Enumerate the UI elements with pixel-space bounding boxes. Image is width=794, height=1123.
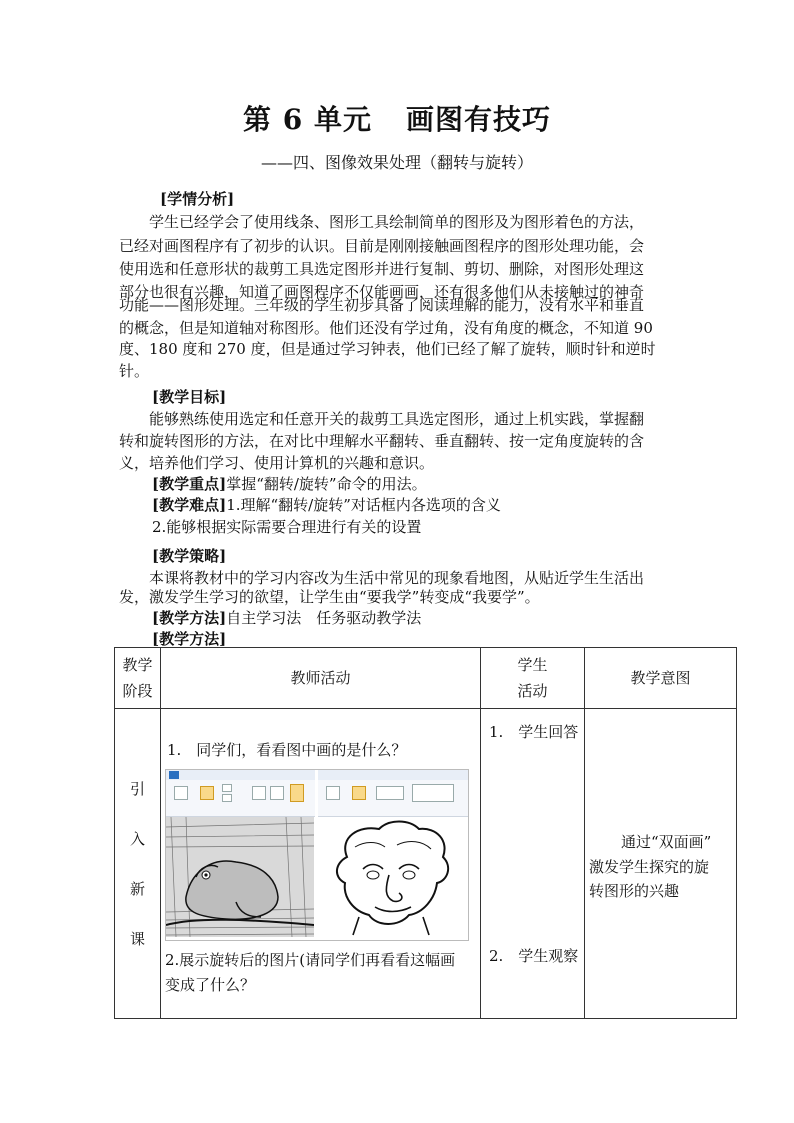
strategy-line: 本课将教材中的学习内容改为生活中常见的现象看地图，从贴近学生生活出 — [149, 569, 645, 587]
frog-picture — [166, 817, 314, 937]
header-student-line: 活动 — [517, 682, 548, 700]
difficulty-text: 1.理解“翻转/旋转”对话框内各选项的含义 — [226, 496, 501, 514]
analysis-line: 部分也很有兴趣，知道了画图程序不仅能画画，还有很多他们从未接触过的神奇 — [119, 283, 645, 301]
paste-icon — [174, 786, 188, 800]
analysis-line: 的概念，但是知道轴对称图形。他们还没有学过角，没有角度的概念，不知道 90 — [119, 319, 653, 337]
rotate-menu-icon — [376, 786, 404, 800]
goals-line: 转和旋转图形的方法，在对比中理解水平翻转、垂直翻转、按一定角度旋转的含 — [119, 432, 645, 450]
table-row — [115, 709, 737, 1019]
fill-icon — [270, 786, 284, 800]
key-point-text: 掌握“翻转/旋转”命令的用法。 — [226, 475, 427, 493]
method-1-label: [教学方法] — [152, 609, 227, 627]
header-stage-line: 阶段 — [122, 682, 153, 700]
lesson-table — [114, 647, 737, 1019]
key-point-label: [教学重点] — [152, 475, 227, 493]
paint-file-tab — [169, 771, 179, 779]
teacher-question-2-line1: 2.展示旋转后的图片(请同学们再看看这幅画 — [165, 951, 456, 969]
header-student-line: 学生 — [517, 656, 548, 674]
header-intent: 教学意图 — [585, 648, 737, 709]
pencil-icon — [252, 786, 266, 800]
student-activity-1: 1. 学生回答 — [489, 723, 579, 741]
resize-icon — [222, 794, 232, 802]
analysis-line: 针。 — [119, 362, 150, 380]
goals-line: 义，培养他们学习、使用计算机的兴趣和意识。 — [119, 454, 435, 472]
intent-line: 激发学生探究的旋 — [589, 858, 710, 876]
method-1 — [152, 607, 421, 628]
page-title — [0, 98, 794, 138]
paint-screenshot — [165, 769, 469, 941]
difficulty-text-2: 2.能够根据实际需要合理进行有关的设置 — [152, 518, 422, 536]
select-icon-2 — [352, 786, 366, 800]
stage-char: 引 — [129, 779, 145, 798]
screenshot-divider — [315, 770, 318, 940]
difficulty — [152, 494, 501, 515]
analysis-line: 学生已经学会了使用线条、图形工具绘制简单的图形及为图形着色的方法， — [149, 213, 645, 231]
analysis-line: 功能——图形处理。三年级的学生初步具备了阅读理解的能力，没有水平和垂直 — [119, 296, 645, 314]
title-unit: 第 6 单元 — [243, 103, 372, 136]
table-header-row — [115, 648, 737, 709]
student-activity-2: 2. 学生观察 — [489, 947, 579, 965]
analysis-line: 度、180 度和 270 度，但是通过学习钟表，他们已经了解了旋转，顺时针和逆时 — [119, 340, 656, 358]
analysis-line: 已经对画图程序有了初步的认识。目前是刚刚接触画图程序的图形处理功能，会 — [119, 237, 645, 255]
header-stage-line: 教学 — [122, 656, 153, 674]
key-point — [152, 473, 427, 494]
stage-char: 课 — [129, 929, 145, 948]
crop-icon — [222, 784, 232, 792]
teacher-question-1: 1. 同学们，看看图中画的是什么？ — [167, 741, 407, 759]
intent-line: 转图形的兴趣 — [589, 882, 680, 900]
stage-char: 新 — [129, 879, 145, 898]
stage-char: 入 — [129, 829, 145, 848]
header-stage — [115, 648, 161, 709]
face-picture — [319, 817, 467, 937]
title-topic: 画图有技巧 — [405, 103, 551, 136]
stage-cell — [115, 709, 161, 1019]
select-icon — [200, 786, 214, 800]
teacher-cell — [161, 709, 481, 1019]
header-student — [481, 648, 585, 709]
goals-line: 能够熟练使用选定和任意开关的裁剪工具选定图形，通过上机实践，掌握翻 — [149, 410, 645, 428]
strategy-line: 发，激发学生学习的欲望，让学生由“要我学”转变成“我要学”。 — [119, 588, 540, 606]
strategy-heading: [教学策略] — [152, 547, 227, 565]
teacher-question-2-line2: 变成了什么？ — [165, 976, 256, 994]
goals-heading: [教学目标] — [152, 388, 227, 406]
paste-icon-2 — [326, 786, 340, 800]
student-cell — [481, 709, 585, 1019]
method-1-text: 自主学习法 任务驱动教学法 — [226, 609, 422, 627]
intent-line: 通过“双面画” — [621, 833, 712, 851]
analysis-heading: [学情分析] — [160, 190, 235, 208]
shapes-icon — [412, 784, 454, 802]
difficulty-label: [教学难点] — [152, 496, 227, 514]
analysis-line: 使用选和任意形状的裁剪工具选定图形并进行复制、剪切、删除，对图形处理这 — [119, 260, 645, 278]
page-subtitle: ——四、图像效果处理（翻转与旋转） — [260, 153, 533, 172]
header-teacher: 教师活动 — [161, 648, 481, 709]
intent-cell — [585, 709, 737, 1019]
method-2-label: [教学方法] — [152, 630, 227, 648]
brush-icon — [290, 784, 304, 802]
